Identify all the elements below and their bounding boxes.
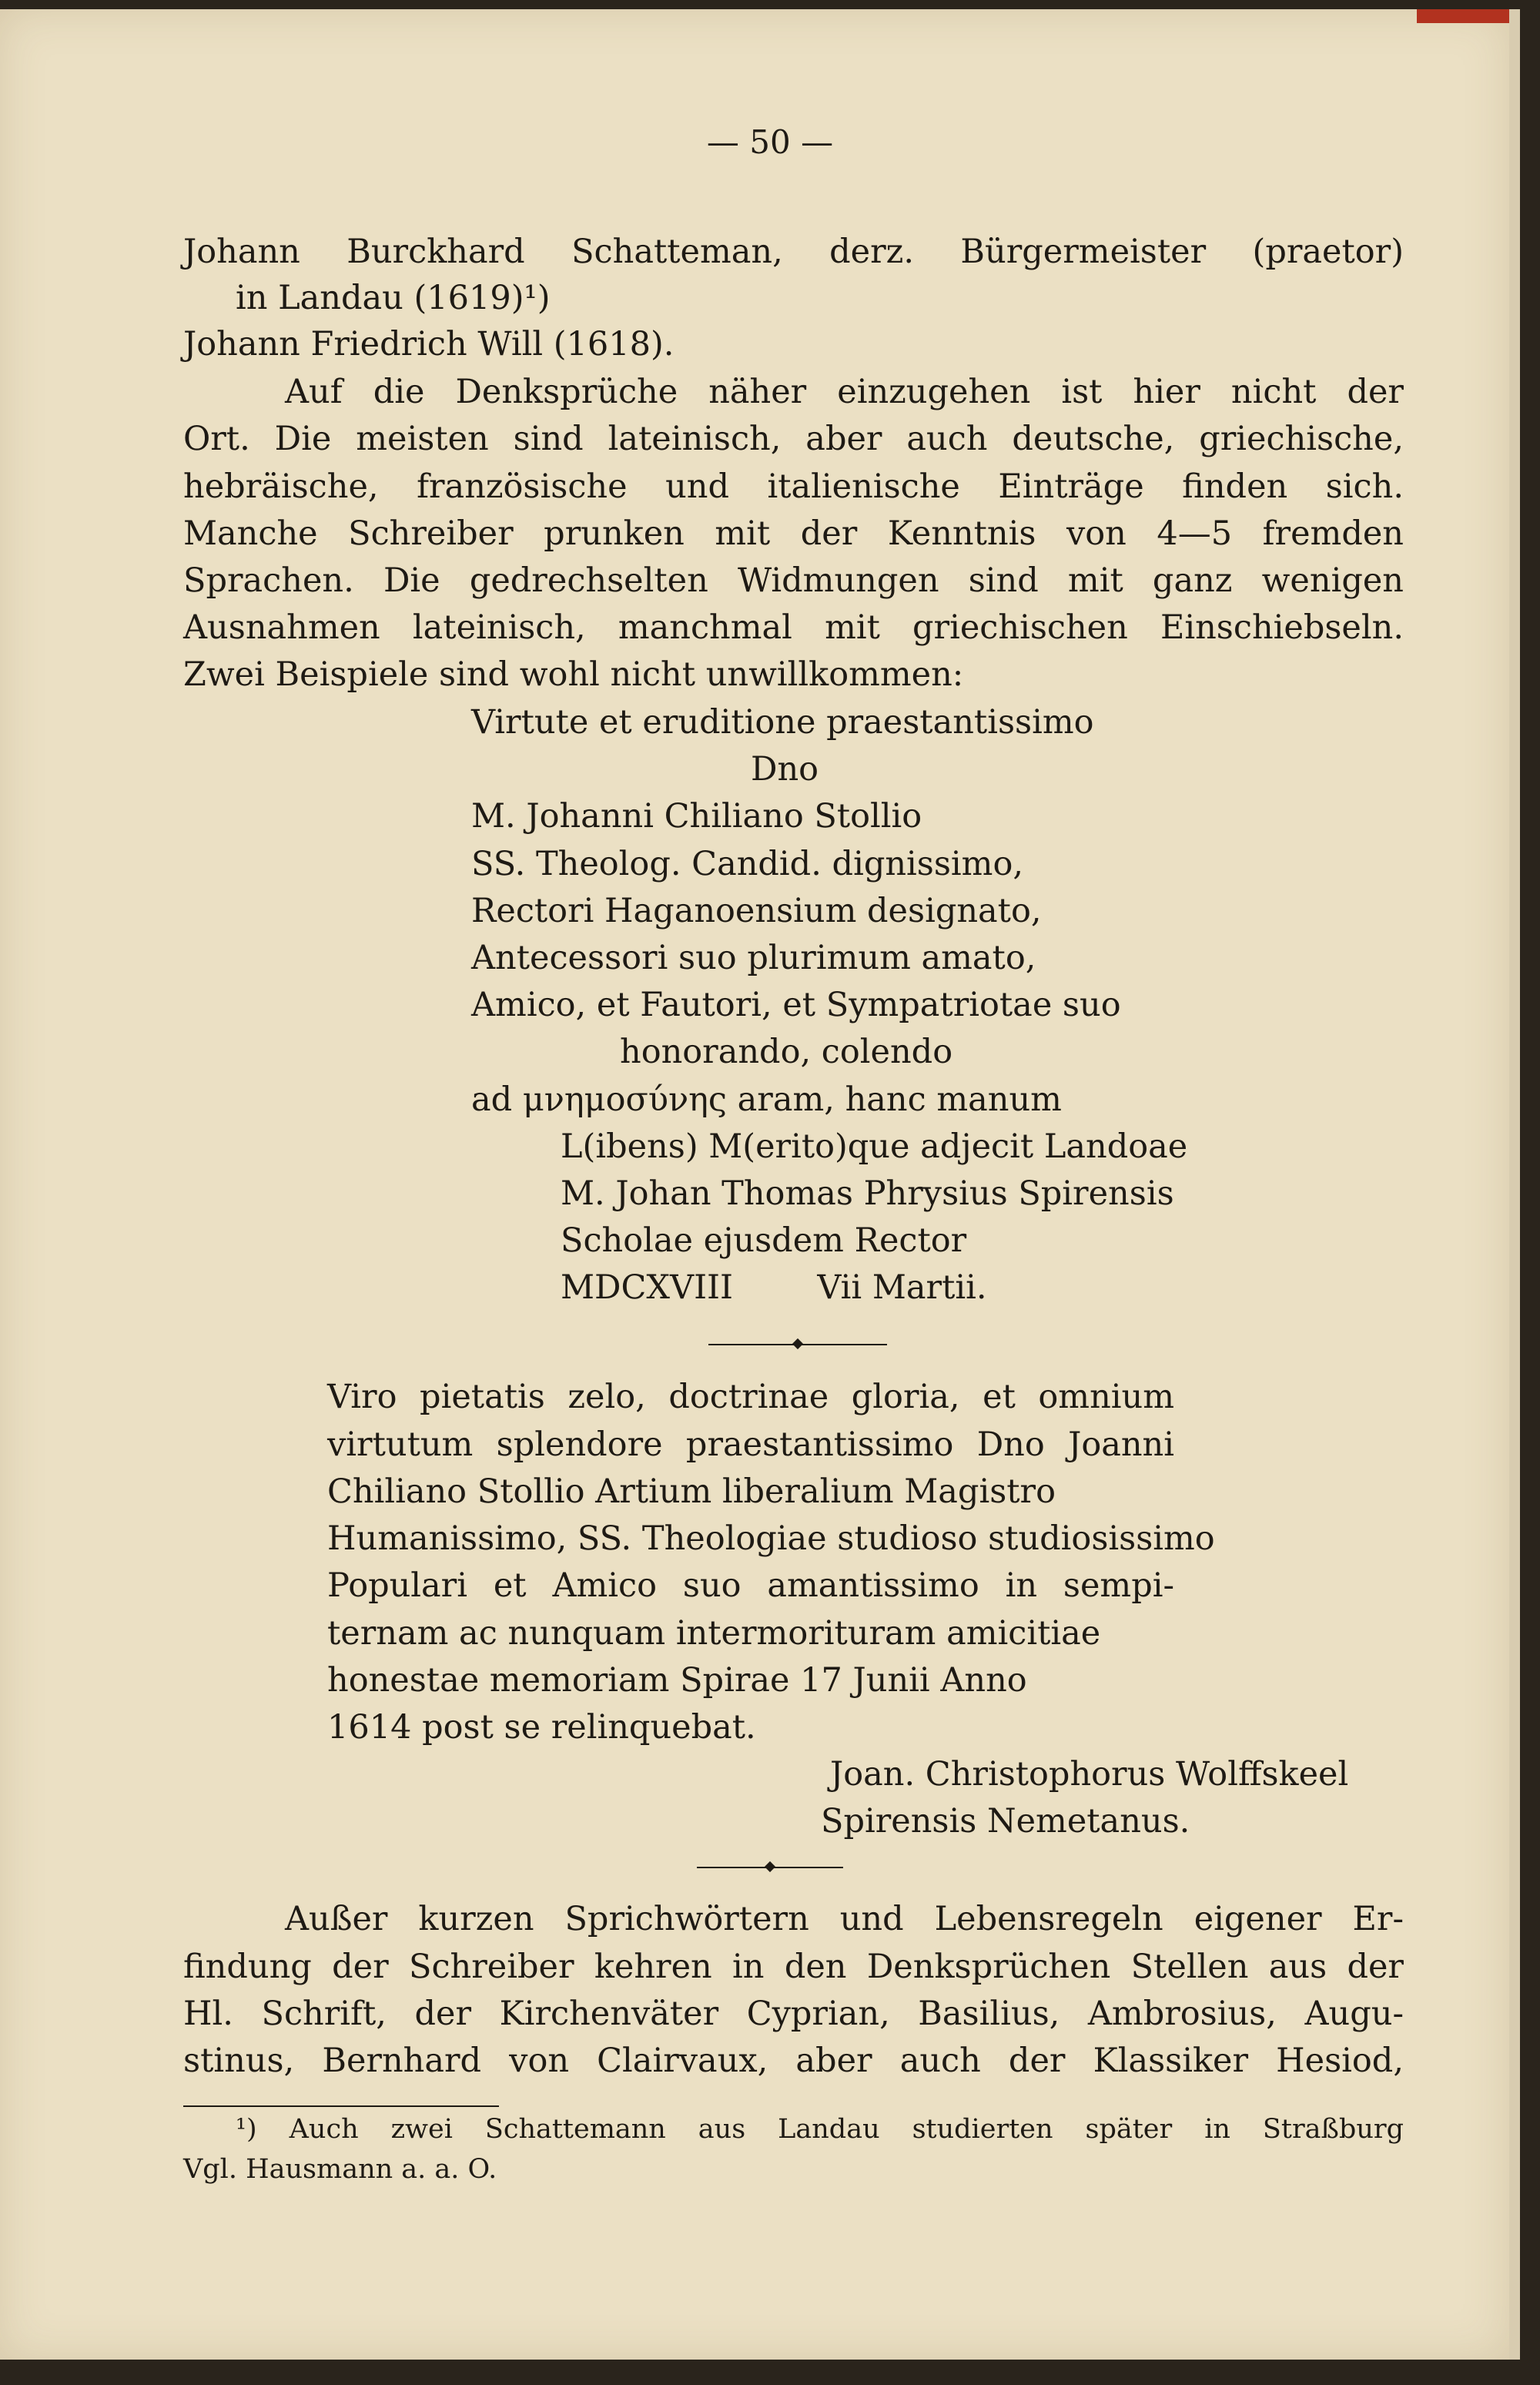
- dedication-line: ternam ac nunquam intermorituram amicitiae: [327, 1614, 1101, 1653]
- dedication-line: Populari et Amico suo amantissimo in sempi-: [327, 1566, 1174, 1605]
- body-line: hebräische, französische und italienische Einträge finden sich.: [183, 467, 1404, 506]
- footnote-line: Vgl. Hausmann a. a. O.: [183, 2154, 497, 2185]
- dedication-line: L(ibens) M(erito)que adjecit Landoae: [561, 1127, 1188, 1166]
- body-line: Sprachen. Die gedrechselten Widmungen sind mit ganz wenigen: [183, 561, 1404, 600]
- body-line: Hl. Schrift, der Kirchenväter Cyprian, Basilius, Ambrosius, Augu-: [183, 1995, 1404, 2033]
- body-line: Johann Burckhard Schatteman, derz. Bürgermeister (praetor): [183, 233, 1404, 271]
- dedication-line: Rectori Haganoensium designato,: [471, 892, 1042, 930]
- body-line: stinus, Bernhard von Clairvaux, aber auch der Klassiker Hesiod,: [183, 2042, 1404, 2080]
- body-line: in Landau (1619)¹): [236, 279, 551, 317]
- dedication-line: 1614 post se relinquebat.: [327, 1708, 756, 1747]
- dedication-line: MDCXVIII Vii Martii.: [561, 1268, 987, 1307]
- body-line: Auf die Denksprüche näher einzugehen ist hier nicht der: [285, 373, 1404, 411]
- dedication-line: Scholae ejusdem Rector: [561, 1221, 967, 1260]
- page-number: — 50 —: [706, 123, 834, 161]
- dedication-line: M. Johan Thomas Phrysius Spirensis: [561, 1174, 1174, 1213]
- dedication-line: honestae memoriam Spirae 17 Junii Anno: [327, 1661, 1027, 1700]
- section-divider: [697, 1867, 843, 1868]
- dedication-line: honorando, colendo: [620, 1033, 953, 1071]
- body-line: Ort. Die meisten sind lateinisch, aber auch deutsche, griechische,: [183, 420, 1404, 458]
- body-line: Ausnahmen lateinisch, manchmal mit griechischen Einschiebseln.: [183, 608, 1404, 647]
- dedication-line: Antecessori suo plurimum amato,: [471, 939, 1036, 977]
- dedication-line: Humanissimo, SS. Theologiae studioso studiosissimo: [327, 1519, 1215, 1558]
- dedication-line: ad μνημοσύνης aram, hanc manum: [471, 1080, 1062, 1119]
- dedication-line: Virtute et eruditione praestantissimo: [471, 703, 1094, 742]
- page: [0, 9, 1520, 2360]
- dedication-line: virtutum splendore praestantissimo Dno Joanni: [327, 1425, 1174, 1464]
- body-line: Johann Friedrich Will (1618).: [183, 325, 675, 363]
- dedication-line: Chiliano Stollio Artium liberalium Magistro: [327, 1472, 1056, 1511]
- body-line: Außer kurzen Sprichwörtern und Lebensregeln eigener Er-: [285, 1900, 1404, 1938]
- footnote-line: ¹) Auch zwei Schattemann aus Landau studierten später in Straßburg: [236, 2114, 1404, 2145]
- footnote-rule: [183, 2105, 499, 2107]
- body-line: Zwei Beispiele sind wohl nicht unwillkommen:: [183, 655, 964, 694]
- dedication-line: Amico, et Fautori, et Sympatriotae suo: [471, 986, 1121, 1024]
- dedication-line: Joan. Christophorus Wolffskeel: [830, 1755, 1349, 1794]
- body-line: Manche Schreiber prunken mit der Kenntnis von 4—5 fremden: [183, 514, 1404, 553]
- dedication-line: M. Johanni Chiliano Stollio: [471, 797, 922, 836]
- section-divider: [708, 1344, 887, 1345]
- dedication-line: Dno: [751, 750, 819, 789]
- dedication-line: SS. Theolog. Candid. dignissimo,: [471, 845, 1024, 883]
- dedication-line: Spirensis Nemetanus.: [821, 1802, 1190, 1841]
- page-corner-mark: [1417, 9, 1509, 23]
- body-line: findung der Schreiber kehren in den Denksprüchen Stellen aus der: [183, 1948, 1404, 1986]
- dedication-line: Viro pietatis zelo, doctrinae gloria, et omnium: [327, 1378, 1174, 1416]
